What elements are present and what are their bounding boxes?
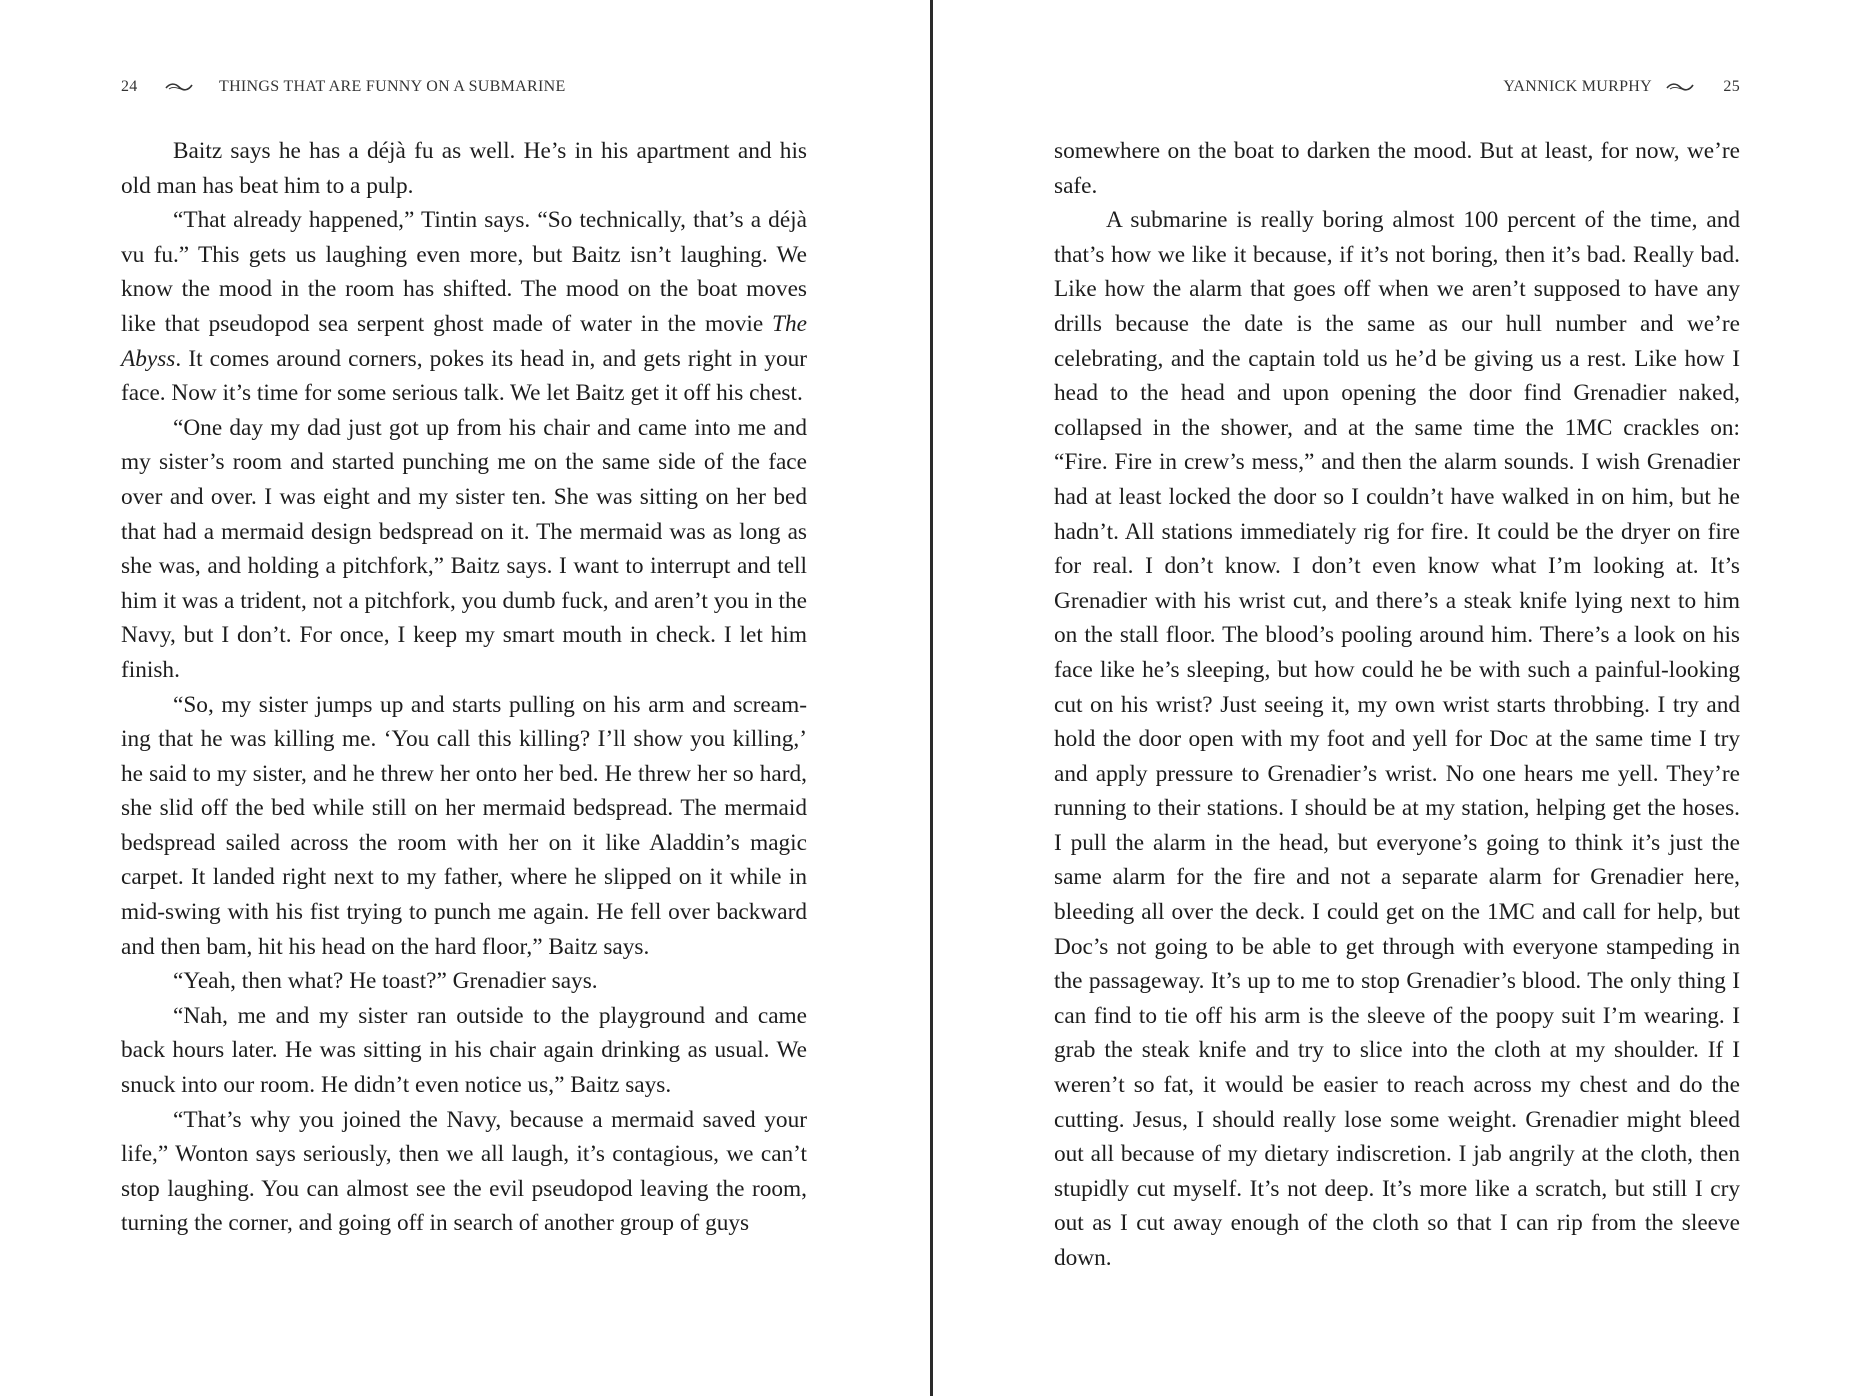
paragraph — [121, 411, 807, 688]
paragraph-text: “One day my dad just got up from his chair and came into me and my sister’s room and started punching me on the same side of the face over and over. I was eight and my sister ten. She was sitting on her bed that had a mermaid design bedspread on it. The mermaid was as long as she was, and holding a pitchfork,” Baitz says. I want to interrupt and tell him it was a trident, not a pitchfork, you dumb fuck, and aren’t you in the Navy, but I don’t. For once, I keep my smart mouth in check. I let him finish. — [121, 414, 807, 683]
paragraph — [121, 688, 807, 965]
swash-ornament-icon — [165, 82, 193, 92]
italic-title: The Abyss — [121, 310, 807, 372]
right-body-text — [1054, 134, 1740, 1276]
left-body-text — [121, 134, 807, 1241]
paragraph-text: “Yeah, then what? He toast?” Grenadier says. — [173, 968, 598, 995]
left-page-number: 24 — [121, 78, 138, 95]
paragraph-text: “Nah, me and my sister ran outside to the playground and came back hours later. He was sitting in his chair again drinking as usual. We snuck into our room. He didn’t even notice us,” Baitz says. — [121, 1002, 807, 1099]
swash-ornament-icon — [1666, 82, 1694, 92]
gutter-divider — [930, 0, 933, 1396]
paragraph — [121, 134, 807, 203]
paragraph-text: somewhere on the boat to darken the mood. But at least, for now, we’re safe. — [1054, 138, 1740, 199]
paragraph-text: “That already happened,” Tintin says. “So technically, that’s a déjà vu fu.” This gets us laughing even more, but Baitz isn’t laughing. We know the mood in the room has shifted. The mood on the boat moves like that pseudopod sea serpent ghost made of water in the movie — [121, 207, 807, 337]
paragraph — [121, 203, 807, 411]
paragraph-text: “That’s why you joined the Navy, because a mermaid saved your life,” Wonton says seriously, then we all laugh, it’s contagious, we can’t stop laughing. You can almost see the evil pseudopod leaving the room, turning the corner, and going off in search of another group of guys — [121, 1106, 807, 1237]
paragraph-text-continued: . It comes around corners, pokes its head in, and gets right in your face. Now it’s time for some serious talk. We let Baitz get it off his chest. — [121, 345, 807, 407]
paragraph — [121, 999, 807, 1103]
paragraph-text: “So, my sister jumps up and starts pulling on his arm and screaming that he was killing me. ‘You call this killing? I’ll show you killing,’ he said to my sister, and he threw her onto her bed. He threw her so hard, she slid off the bed while still on her mermaid bedspread. The mermaid bedspread sailed across the room with her on it like Aladdin’s magic carpet. It landed right next to my father, where he slipped on it while in mid-swing with his fist trying to punch me again. He fell over backward and then bam, hit his head on the hard floor,” Baitz says. — [121, 691, 807, 960]
paragraph — [121, 1103, 807, 1241]
paragraph — [1054, 203, 1740, 1275]
paragraph-text: A submarine is really boring almost 100 percent of the time, and that’s how we like it because, if it’s not boring, then it’s bad. Really bad. Like how the alarm that goes off when we aren’t supposed to have any drills because the date is the same as our hull number and we’re celebrating, and the captain told us he’d be giving us a rest. Like how I head to the head and upon opening the door find Grenadier naked, collapsed in the shower, and at the same time the 1MC crackles on: “Fire. Fire in crew’s mess,” and then the alarm sounds. I wish Grenadier had at least locked the door so I couldn’t have walked in on him, but he hadn’t. All stations immediately rig for fire. It could be the dryer on fire for real. I don’t know. I don’t even know what I’m looking at. It’s Grenadier with his wrist cut, and there’s a steak knife lying next to him on the stall floor. The blood’s pooling around him. There’s a look on his face like he’s sleeping, but how could he be with such a painful-looking cut on his wrist? Just seeing it, my own wrist starts throbbing. I try and hold the door open with my foot and yell for Doc at the same time I try and apply pressure to Grenadier’s wrist. No one hears me yell. They’re running to their stations. I should be at my station, helping get the hoses. I pull the alarm in the head, but everyone’s going to think it’s just the same alarm for the fire and not a separate alarm for Grenadier here, bleeding all over the deck. I could get on the 1MC and call for help, but Doc’s not going to be able to get through with everyone stampeding in the passageway. It’s up to me to stop Grenadier’s blood. The only thing I can find to tie off his arm is the sleeve of the poopy suit I’m wearing. I grab the steak knife and try to slice into the cloth at my shoulder. If I weren’t so fat, it would be easier to reach across my chest and do the cutting. Jesus, I should really lose some weight. Grenadier might bleed out all because of my dietary indiscretion. I jab angrily at the cloth, then stupidly cut myself. It’s not deep. It’s more like a scratch, but still I cry out as I cut away enough of the cloth so that I can rip from the sleeve down. — [1054, 207, 1740, 1271]
right-running-head — [1054, 78, 1740, 100]
left-running-title: THINGS THAT ARE FUNNY ON A SUBMARINE — [219, 78, 566, 95]
right-page-number: 25 — [1723, 78, 1740, 95]
paragraph — [121, 964, 807, 999]
paragraph — [1054, 134, 1740, 203]
right-running-title: YANNICK MURPHY — [1503, 78, 1652, 95]
paragraph-text: Baitz says he has a déjà fu as well. He’s in his apartment and his old man has beat him to a pulp. — [121, 138, 807, 199]
left-running-head — [121, 78, 807, 100]
